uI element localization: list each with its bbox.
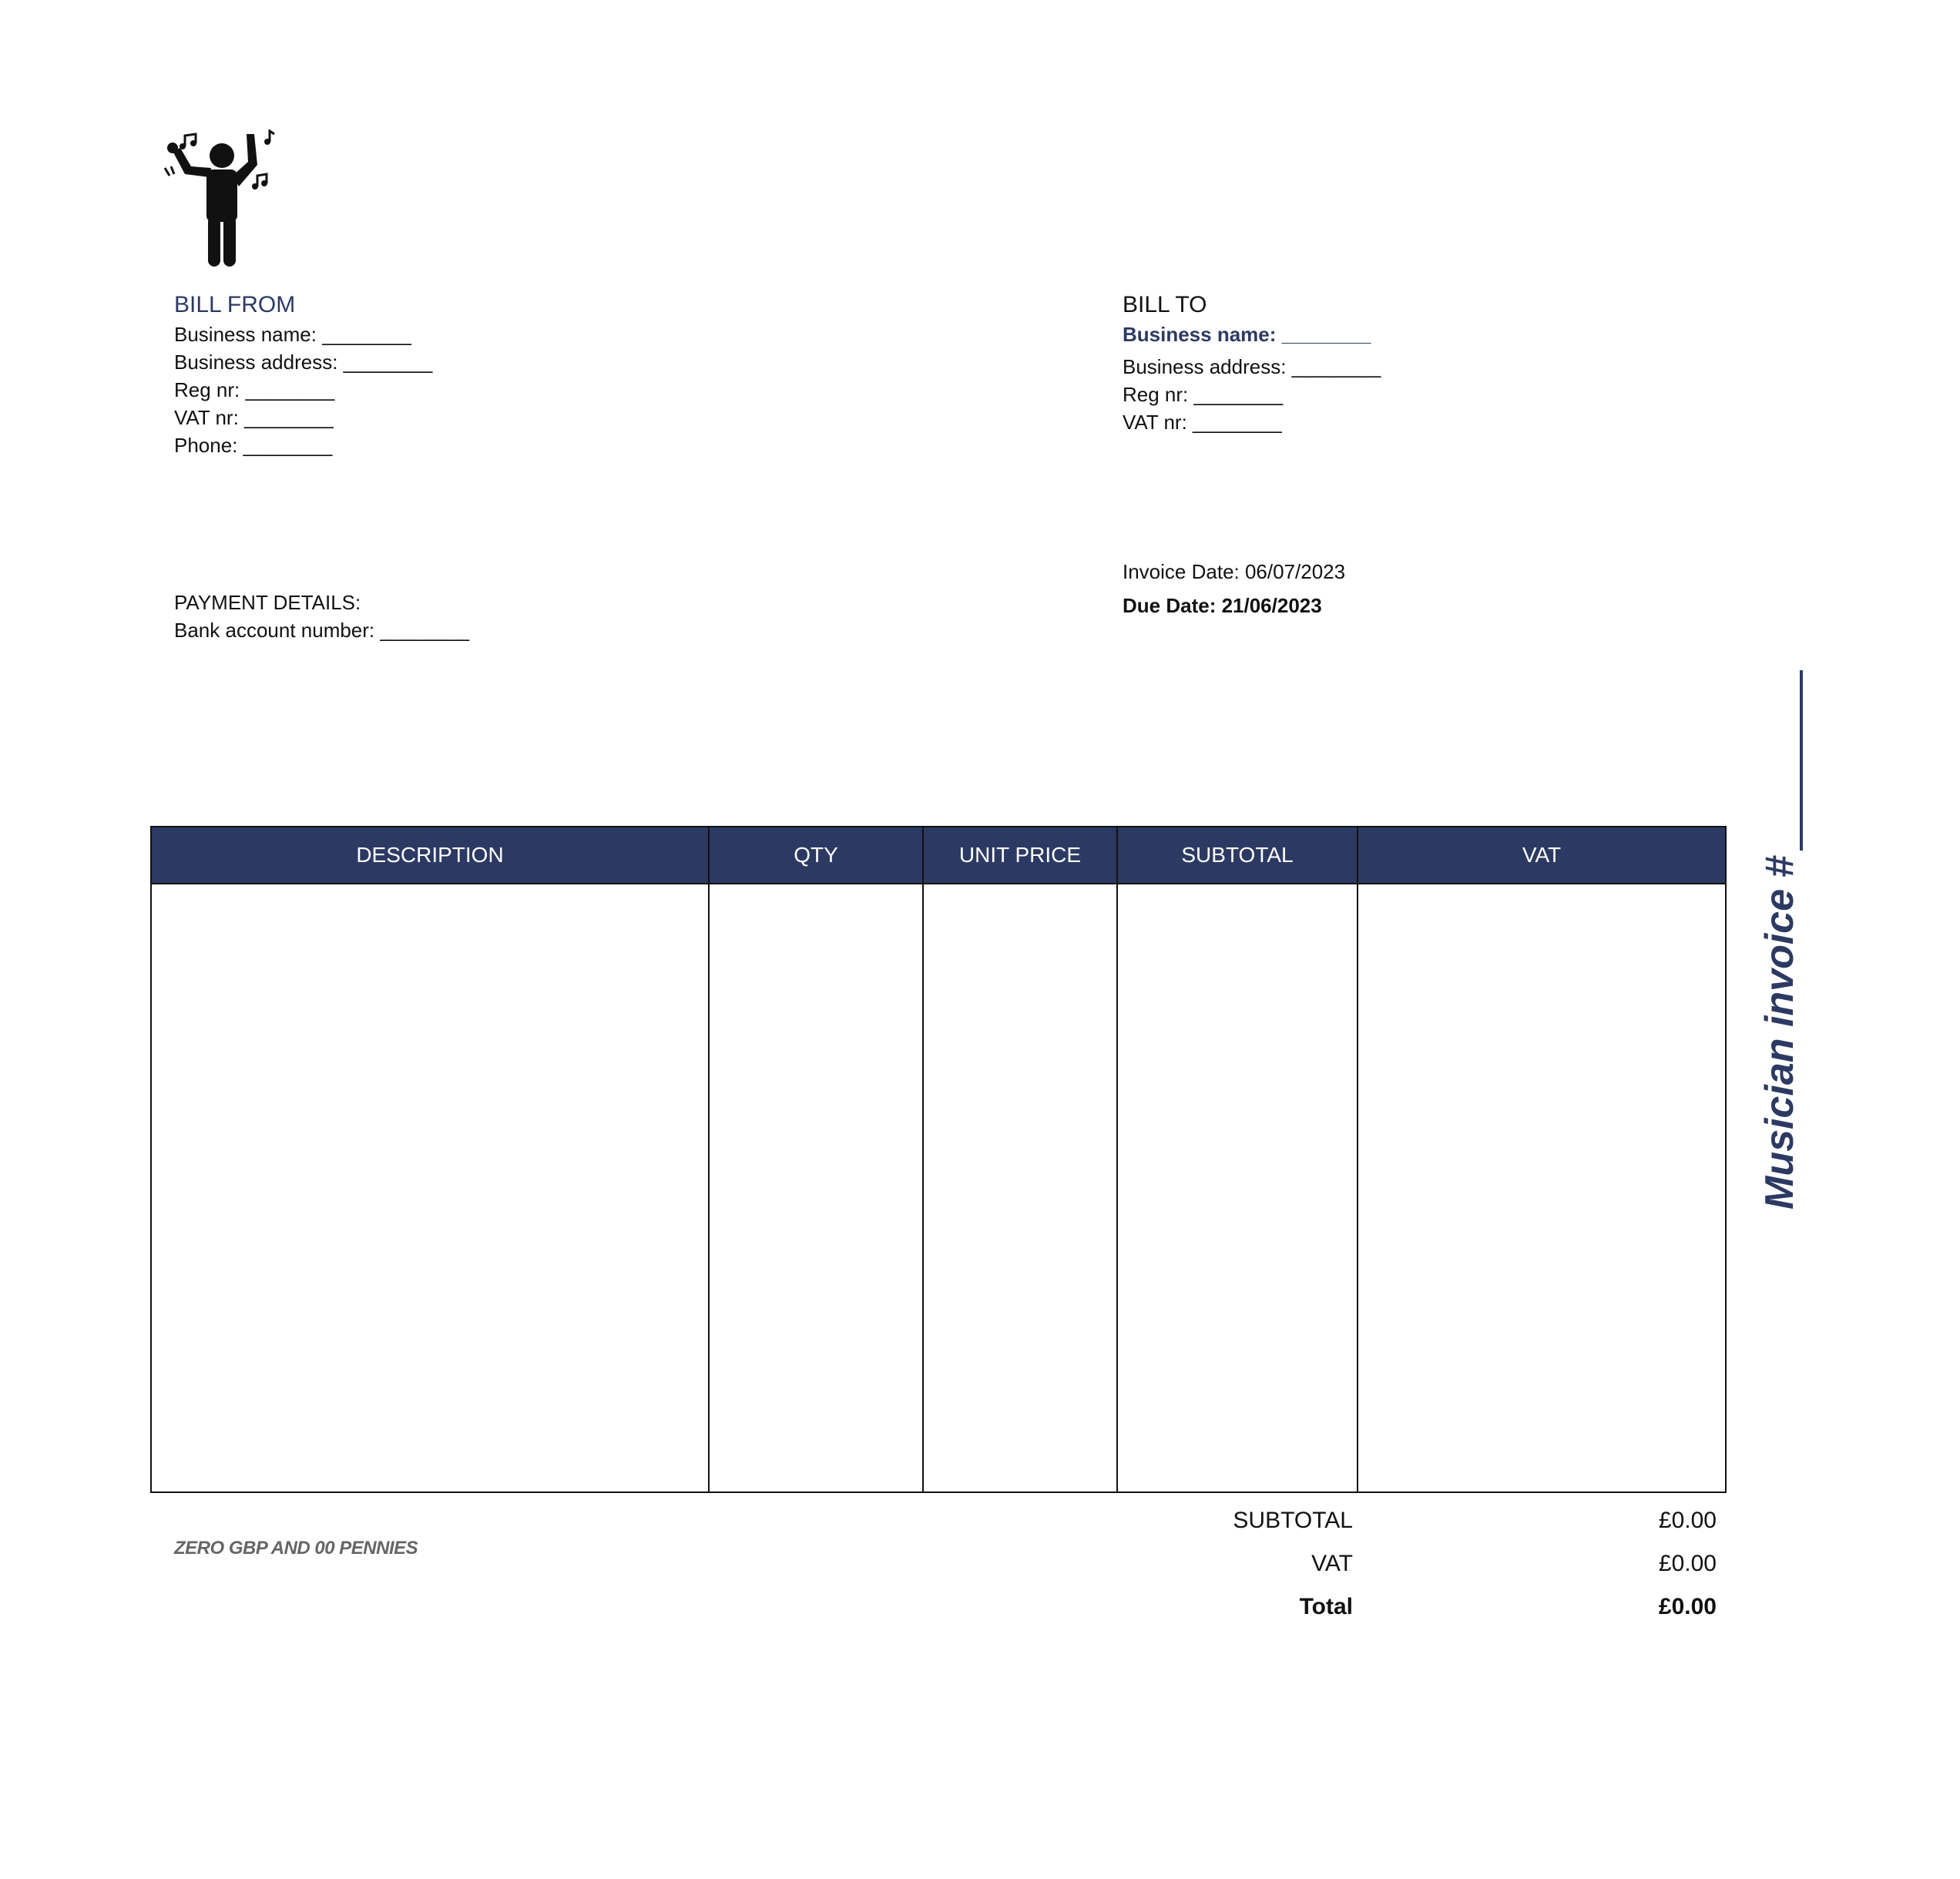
musician-conductor-icon — [162, 129, 285, 268]
column-header-vat: VAT — [1358, 827, 1726, 884]
payment-details-heading: PAYMENT DETAILS: — [174, 591, 361, 614]
invoice-dates-section — [1123, 555, 1345, 622]
bill-to-heading: BILL TO — [1123, 292, 1207, 317]
subtotal-value: £0.00 — [1658, 1508, 1717, 1533]
qty-cell[interactable] — [709, 884, 923, 1492]
subtotal-row — [1140, 1499, 1717, 1542]
bill-from-section — [174, 290, 432, 459]
line-items-table — [150, 826, 1727, 1493]
invoice-date[interactable]: Invoice Date: 06/07/2023 — [1123, 560, 1346, 583]
total-row — [1140, 1585, 1717, 1629]
bill-from-phone[interactable]: Phone: ________ — [174, 434, 333, 457]
table-header-row — [151, 827, 1726, 884]
invoice-title-text: Musician invoice # — [1757, 855, 1802, 1210]
total-label: Total — [1299, 1594, 1353, 1619]
bill-from-business-name[interactable]: Business name: ________ — [174, 323, 411, 346]
bill-from-reg-nr[interactable]: Reg nr: ________ — [174, 378, 335, 401]
column-header-qty: QTY — [709, 827, 923, 884]
bill-from-heading: BILL FROM — [174, 292, 296, 317]
bill-to-vat-nr[interactable]: VAT nr: ________ — [1123, 411, 1282, 434]
vat-cell[interactable] — [1358, 884, 1726, 1492]
vat-value: £0.00 — [1658, 1551, 1717, 1576]
total-value: £0.00 — [1658, 1594, 1717, 1619]
payment-details-section — [174, 589, 469, 644]
bank-account-number[interactable]: Bank account number: ________ — [174, 619, 470, 642]
amount-in-words: ZERO GBP AND 00 PENNIES — [174, 1538, 418, 1559]
invoice-number-field[interactable] — [1757, 670, 1803, 851]
vat-label: VAT — [1311, 1551, 1353, 1576]
invoice-number-title — [1749, 670, 1803, 1210]
bill-to-business-address[interactable]: Business address: ________ — [1123, 355, 1381, 378]
table-row — [151, 884, 1726, 1492]
subtotal-cell[interactable] — [1117, 884, 1358, 1492]
due-date[interactable]: Due Date: 21/06/2023 — [1123, 594, 1322, 617]
bill-to-section — [1123, 290, 1381, 436]
bill-to-business-name[interactable]: Business name: ________ — [1123, 323, 1371, 346]
column-header-unit-price: UNIT PRICE — [923, 827, 1117, 884]
column-header-subtotal: SUBTOTAL — [1117, 827, 1358, 884]
bill-from-business-address[interactable]: Business address: ________ — [174, 351, 433, 374]
bill-from-vat-nr[interactable]: VAT nr: ________ — [174, 406, 334, 429]
subtotal-label: SUBTOTAL — [1233, 1508, 1353, 1533]
bill-to-reg-nr[interactable]: Reg nr: ________ — [1123, 383, 1284, 406]
column-header-description: DESCRIPTION — [151, 827, 709, 884]
description-cell[interactable] — [151, 884, 709, 1492]
totals-section — [1140, 1499, 1717, 1629]
unit-price-cell[interactable] — [923, 884, 1117, 1492]
vat-row — [1140, 1542, 1717, 1585]
